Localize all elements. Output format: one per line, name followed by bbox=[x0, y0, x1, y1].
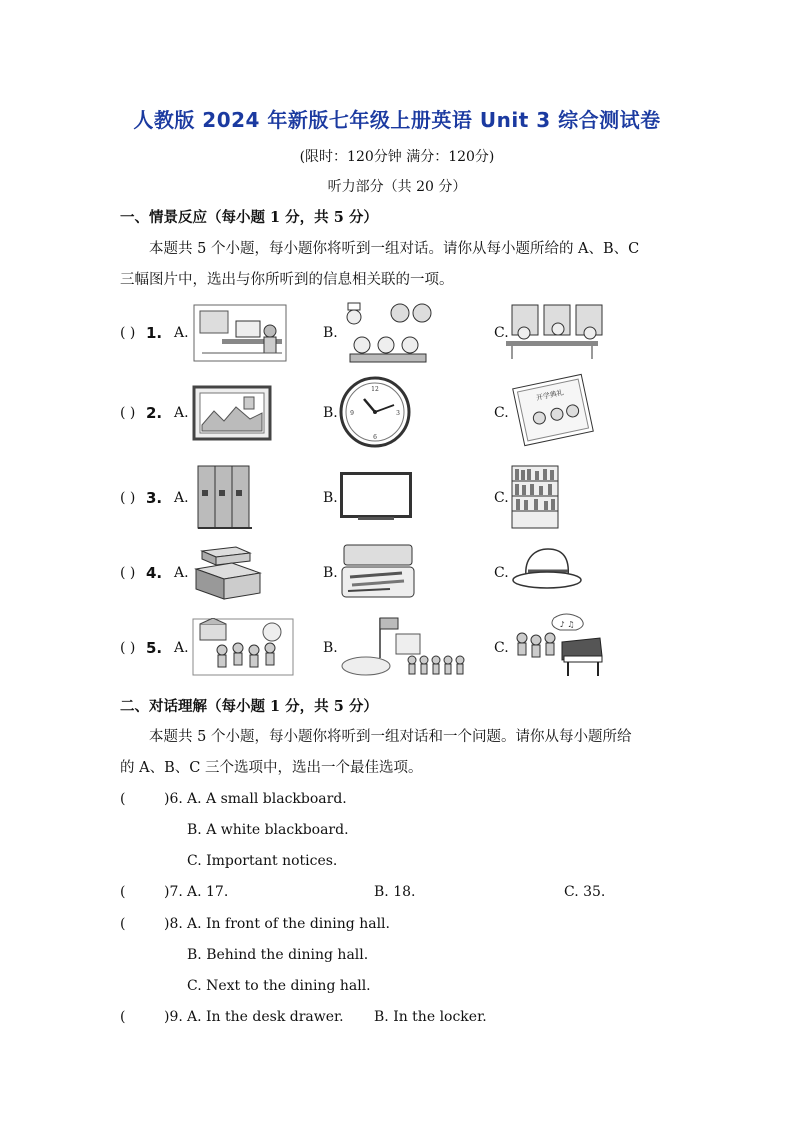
option-a: A. In the desk drawer. bbox=[187, 1009, 344, 1025]
option-a: A. A small blackboard. bbox=[187, 791, 347, 807]
section2-instructions bbox=[120, 722, 680, 784]
question-6 bbox=[120, 791, 680, 811]
section1-instructions bbox=[120, 234, 680, 296]
question-number: )9. bbox=[164, 1009, 183, 1025]
option-b-label: B. bbox=[323, 325, 338, 341]
painting-picture bbox=[192, 385, 272, 441]
option-b-label: B. bbox=[323, 640, 338, 656]
page-title: 人教版 2024 年新版七年级上册英语 Unit 3 综合测试卷 bbox=[133, 108, 661, 132]
answer-blank[interactable]: ( ) bbox=[120, 565, 136, 581]
answer-blank-open[interactable]: ( bbox=[120, 916, 126, 932]
section1-instruction-line1: 本题共 5 个小题，每小题你将听到一组对话。请你从每小题所给的 A、B、C bbox=[149, 241, 640, 257]
answer-blank[interactable]: ( ) bbox=[120, 490, 136, 506]
answer-blank-open[interactable]: ( bbox=[120, 791, 126, 807]
option-b: B. In the locker. bbox=[374, 1009, 487, 1025]
option-b-label: B. bbox=[323, 565, 338, 581]
question-number: )6. bbox=[164, 791, 183, 807]
option-c-label: C. bbox=[494, 490, 509, 506]
option-b-label: B. bbox=[323, 490, 338, 506]
option-c: C. Next to the dining hall. bbox=[187, 978, 371, 994]
question-6-option-b bbox=[120, 822, 680, 842]
option-b-label: B. bbox=[323, 405, 338, 421]
question-7 bbox=[120, 884, 680, 904]
music-notes: ♪ ♫ bbox=[559, 620, 575, 629]
question-6-option-c bbox=[120, 853, 680, 873]
option-a: A. 17. bbox=[187, 884, 229, 900]
question-number: 3. bbox=[146, 489, 163, 507]
library-picture bbox=[494, 303, 610, 361]
svg-text:9: 9 bbox=[350, 410, 354, 417]
time-score-limits: (限时：120分钟 满分：120分) bbox=[299, 149, 495, 165]
section2-heading: 二、对话理解（每小题 1 分，共 5 分） bbox=[120, 698, 378, 715]
question-8-option-b bbox=[120, 947, 680, 967]
answer-blank-open[interactable]: ( bbox=[120, 1009, 126, 1025]
section1-instruction-line2: 三幅图片中，选出与你所听到的信息相关联的一项。 bbox=[120, 272, 454, 288]
option-c-label: C. bbox=[494, 565, 509, 581]
option-a-label: A. bbox=[174, 490, 189, 506]
photo-picture bbox=[510, 371, 596, 449]
lockers-picture bbox=[194, 462, 256, 532]
cafeteria-picture bbox=[340, 301, 436, 365]
question-9 bbox=[120, 1009, 680, 1029]
section2-instruction-line1: 本题共 5 个小题，每小题你将听到一组对话和一个问题。请你从每小题所给 bbox=[149, 729, 632, 745]
flag-ceremony-picture bbox=[340, 614, 470, 678]
option-a-label: A. bbox=[174, 640, 189, 656]
option-c-label: C. bbox=[494, 325, 509, 341]
option-b: B. Behind the dining hall. bbox=[187, 947, 369, 963]
question-number: 5. bbox=[146, 639, 163, 657]
question-number: 1. bbox=[146, 324, 163, 342]
option-a-label: A. bbox=[174, 565, 189, 581]
answer-blank[interactable]: ( ) bbox=[120, 640, 136, 656]
books-picture bbox=[192, 543, 266, 601]
option-b: B. A white blackboard. bbox=[187, 822, 349, 838]
option-c: C. Important notices. bbox=[187, 853, 338, 869]
bookshelf-picture bbox=[510, 464, 560, 530]
photo-caption: 开学典礼 bbox=[535, 388, 565, 403]
pencil-case-picture bbox=[340, 541, 416, 601]
question-8 bbox=[120, 916, 680, 936]
answer-blank[interactable]: ( ) bbox=[120, 325, 136, 341]
option-c-label: C. bbox=[494, 405, 509, 421]
option-a-label: A. bbox=[174, 325, 189, 341]
music-piano-picture bbox=[510, 612, 606, 678]
svg-text:12: 12 bbox=[371, 386, 379, 393]
answer-blank[interactable]: ( ) bbox=[120, 405, 136, 421]
hat-picture bbox=[510, 547, 584, 591]
office-picture bbox=[192, 303, 288, 363]
option-c: C. 35. bbox=[564, 884, 606, 900]
question-number: )8. bbox=[164, 916, 183, 932]
svg-text:3: 3 bbox=[396, 410, 400, 417]
option-a: A. In front of the dining hall. bbox=[187, 916, 390, 932]
part-heading: 听力部分（共 20 分） bbox=[327, 179, 467, 195]
option-a-label: A. bbox=[174, 405, 189, 421]
option-b: B. 18. bbox=[374, 884, 416, 900]
svg-text:6: 6 bbox=[373, 434, 377, 441]
question-number: 2. bbox=[146, 404, 163, 422]
clock-picture bbox=[338, 375, 412, 449]
question-number: )7. bbox=[164, 884, 183, 900]
option-c-label: C. bbox=[494, 640, 509, 656]
question-number: 4. bbox=[146, 564, 163, 582]
answer-blank-open[interactable]: ( bbox=[120, 884, 126, 900]
section2-instruction-line2: 的 A、B、C 三个选项中，选出一个最佳选项。 bbox=[120, 760, 423, 776]
running-kids-picture bbox=[192, 618, 294, 676]
section1-heading: 一、情景反应（每小题 1 分，共 5 分） bbox=[120, 209, 378, 226]
whiteboard-picture bbox=[338, 470, 414, 522]
question-8-option-c bbox=[120, 978, 680, 998]
